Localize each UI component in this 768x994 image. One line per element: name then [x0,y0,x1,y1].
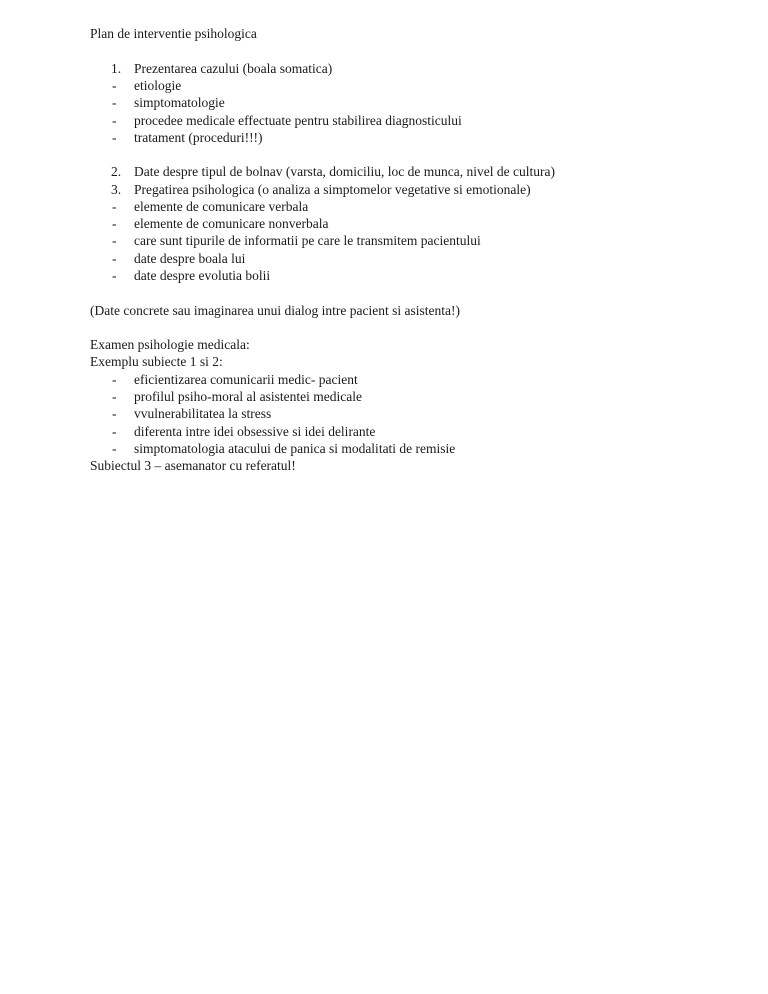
list-dash: - [112,216,117,231]
list-item: simptomatologie [134,95,225,110]
list-item: vvulnerabilitatea la stress [134,406,272,421]
list-item: eficientizarea comunicarii medic- pacient [134,372,358,387]
list-dash: - [112,268,117,283]
list-item: procedee medicale effectuate pentru stabilirea diagnosticului [134,113,462,128]
list-dash: - [112,389,117,404]
list-dash: - [112,113,117,128]
note-text: (Date concrete sau imaginarea unui dialog intre pacient si asistenta!) [90,303,460,318]
list-number: 1. [111,61,122,76]
document-title: Plan de interventie psihologica [90,26,257,41]
list-dash: - [112,441,117,456]
section-2-heading: Date despre tipul de bolnav (varsta, domiciliu, loc de munca, nivel de cultura) [134,164,555,179]
list-item: tratament (proceduri!!!) [134,130,263,145]
list-item: profilul psiho-moral al asistentei medicale [134,389,362,404]
list-dash: - [112,130,117,145]
list-dash: - [112,424,117,439]
list-number: 3. [111,182,122,197]
section-1-heading: Prezentarea cazului (boala somatica) [134,61,333,76]
list-number: 2. [111,164,122,179]
list-item: date despre boala lui [134,251,246,266]
list-dash: - [112,95,117,110]
list-item: elemente de comunicare nonverbala [134,216,329,231]
list-dash: - [112,199,117,214]
list-item: date despre evolutia bolii [134,268,271,283]
exam-title: Examen psihologie medicala: [90,337,250,352]
list-item: diferenta intre idei obsessive si idei delirante [134,424,376,439]
section-3-heading: Pregatirea psihologica (o analiza a simptomelor vegetative si emotionale) [134,182,531,197]
list-item: etiologie [134,78,182,93]
list-dash: - [112,78,117,93]
list-dash: - [112,406,117,421]
list-dash: - [112,233,117,248]
list-item: care sunt tipurile de informatii pe care le transmitem pacientului [134,233,481,248]
list-dash: - [112,372,117,387]
list-item: simptomatologia atacului de panica si modalitati de remisie [134,441,456,456]
footer-text: Subiectul 3 – asemanator cu referatul! [90,458,296,473]
list-dash: - [112,251,117,266]
list-item: elemente de comunicare verbala [134,199,309,214]
exam-subtitle: Exemplu subiecte 1 si 2: [90,354,223,369]
